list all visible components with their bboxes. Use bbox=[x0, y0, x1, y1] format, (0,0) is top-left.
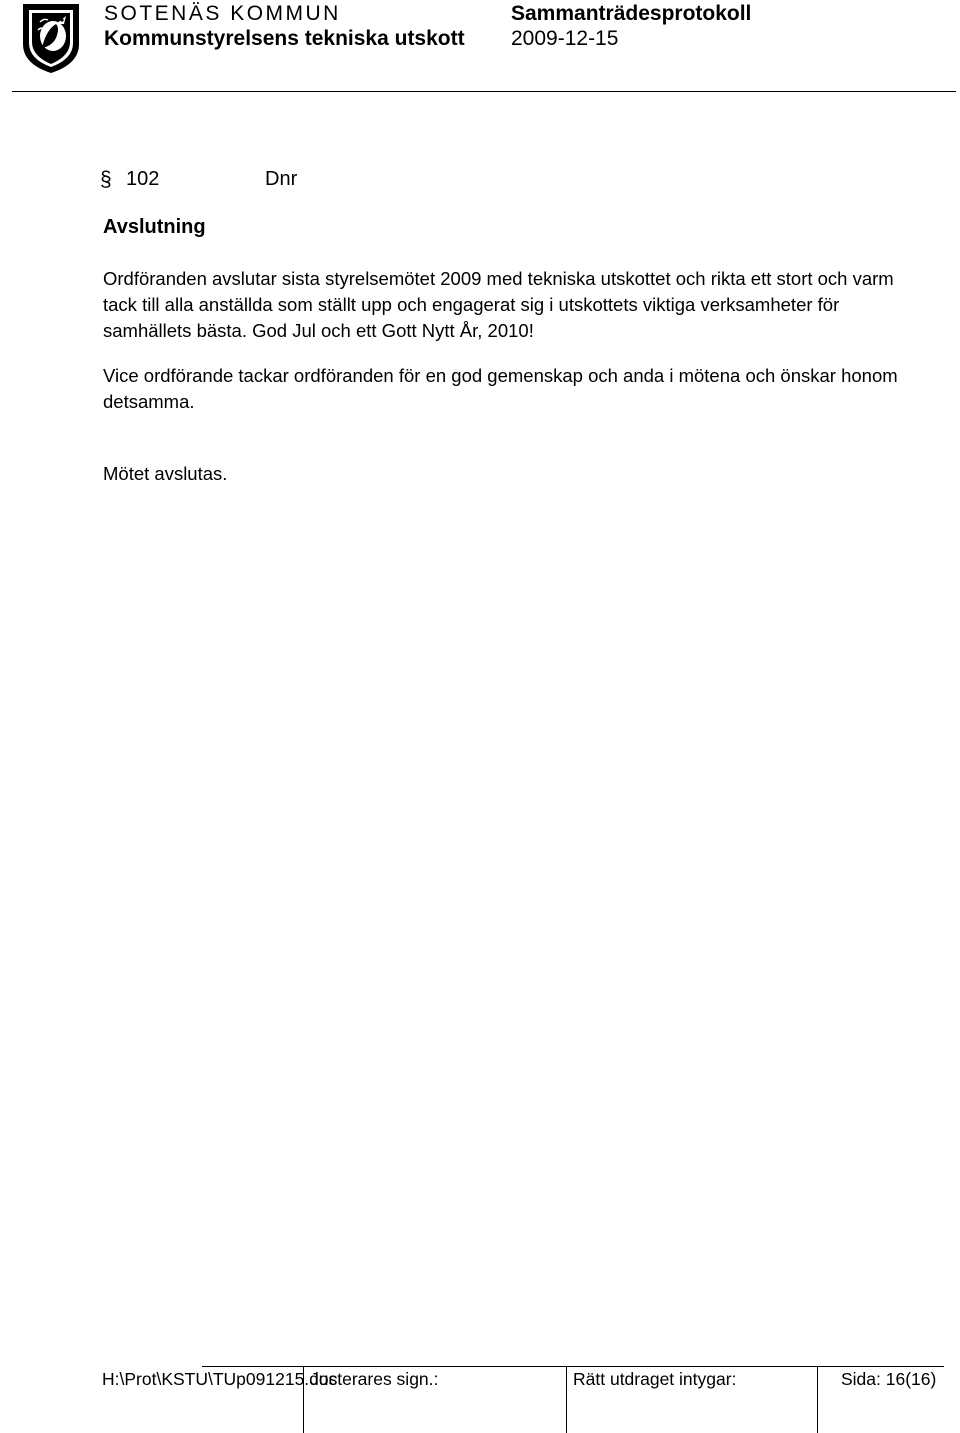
section-symbol: § bbox=[100, 168, 112, 191]
header-divider bbox=[12, 91, 956, 92]
dnr-label: Dnr bbox=[265, 168, 298, 190]
paragraph-vice-chair-thanks: Vice ordförande tackar ordföranden för en god gemenskap och anda i mötena och önskar honom detsamma. bbox=[103, 365, 898, 412]
footer-page-number: Sida: 16(16) bbox=[841, 1369, 937, 1389]
footer-justerares-sign: Justerares sign.: bbox=[310, 1369, 439, 1389]
footer-file-path: H:\Prot\KSTU\TUp091215.doc bbox=[102, 1369, 338, 1389]
municipal-coat-of-arms-logo bbox=[20, 2, 82, 74]
document-type: Sammanträdesprotokoll bbox=[511, 2, 752, 25]
footer-divider bbox=[202, 1366, 944, 1367]
department-name: Kommunstyrelsens tekniska utskott bbox=[104, 27, 465, 50]
meeting-date: 2009-12-15 bbox=[511, 27, 619, 50]
section-number: 102 bbox=[126, 168, 160, 190]
footer-column-divider bbox=[817, 1366, 818, 1433]
section-title: Avslutning bbox=[103, 216, 206, 238]
paragraph-closing-speech: Ordföranden avslutar sista styrelsemötet 2009 med tekniska utskottet och rikta ett stort och varm tack till alla anställda som ställt upp och engagerat sig i utskottets viktiga verksamheter för samhällets bästa. God Jul och ett Gott Nytt År, 2010! bbox=[103, 268, 894, 341]
paragraph-meeting-closed: Mötet avslutas. bbox=[103, 463, 228, 484]
organization-name: SOTENÄS KOMMUN bbox=[104, 2, 341, 25]
footer-column-divider bbox=[566, 1366, 567, 1433]
footer-utdrag-intygar: Rätt utdraget intygar: bbox=[573, 1369, 737, 1389]
